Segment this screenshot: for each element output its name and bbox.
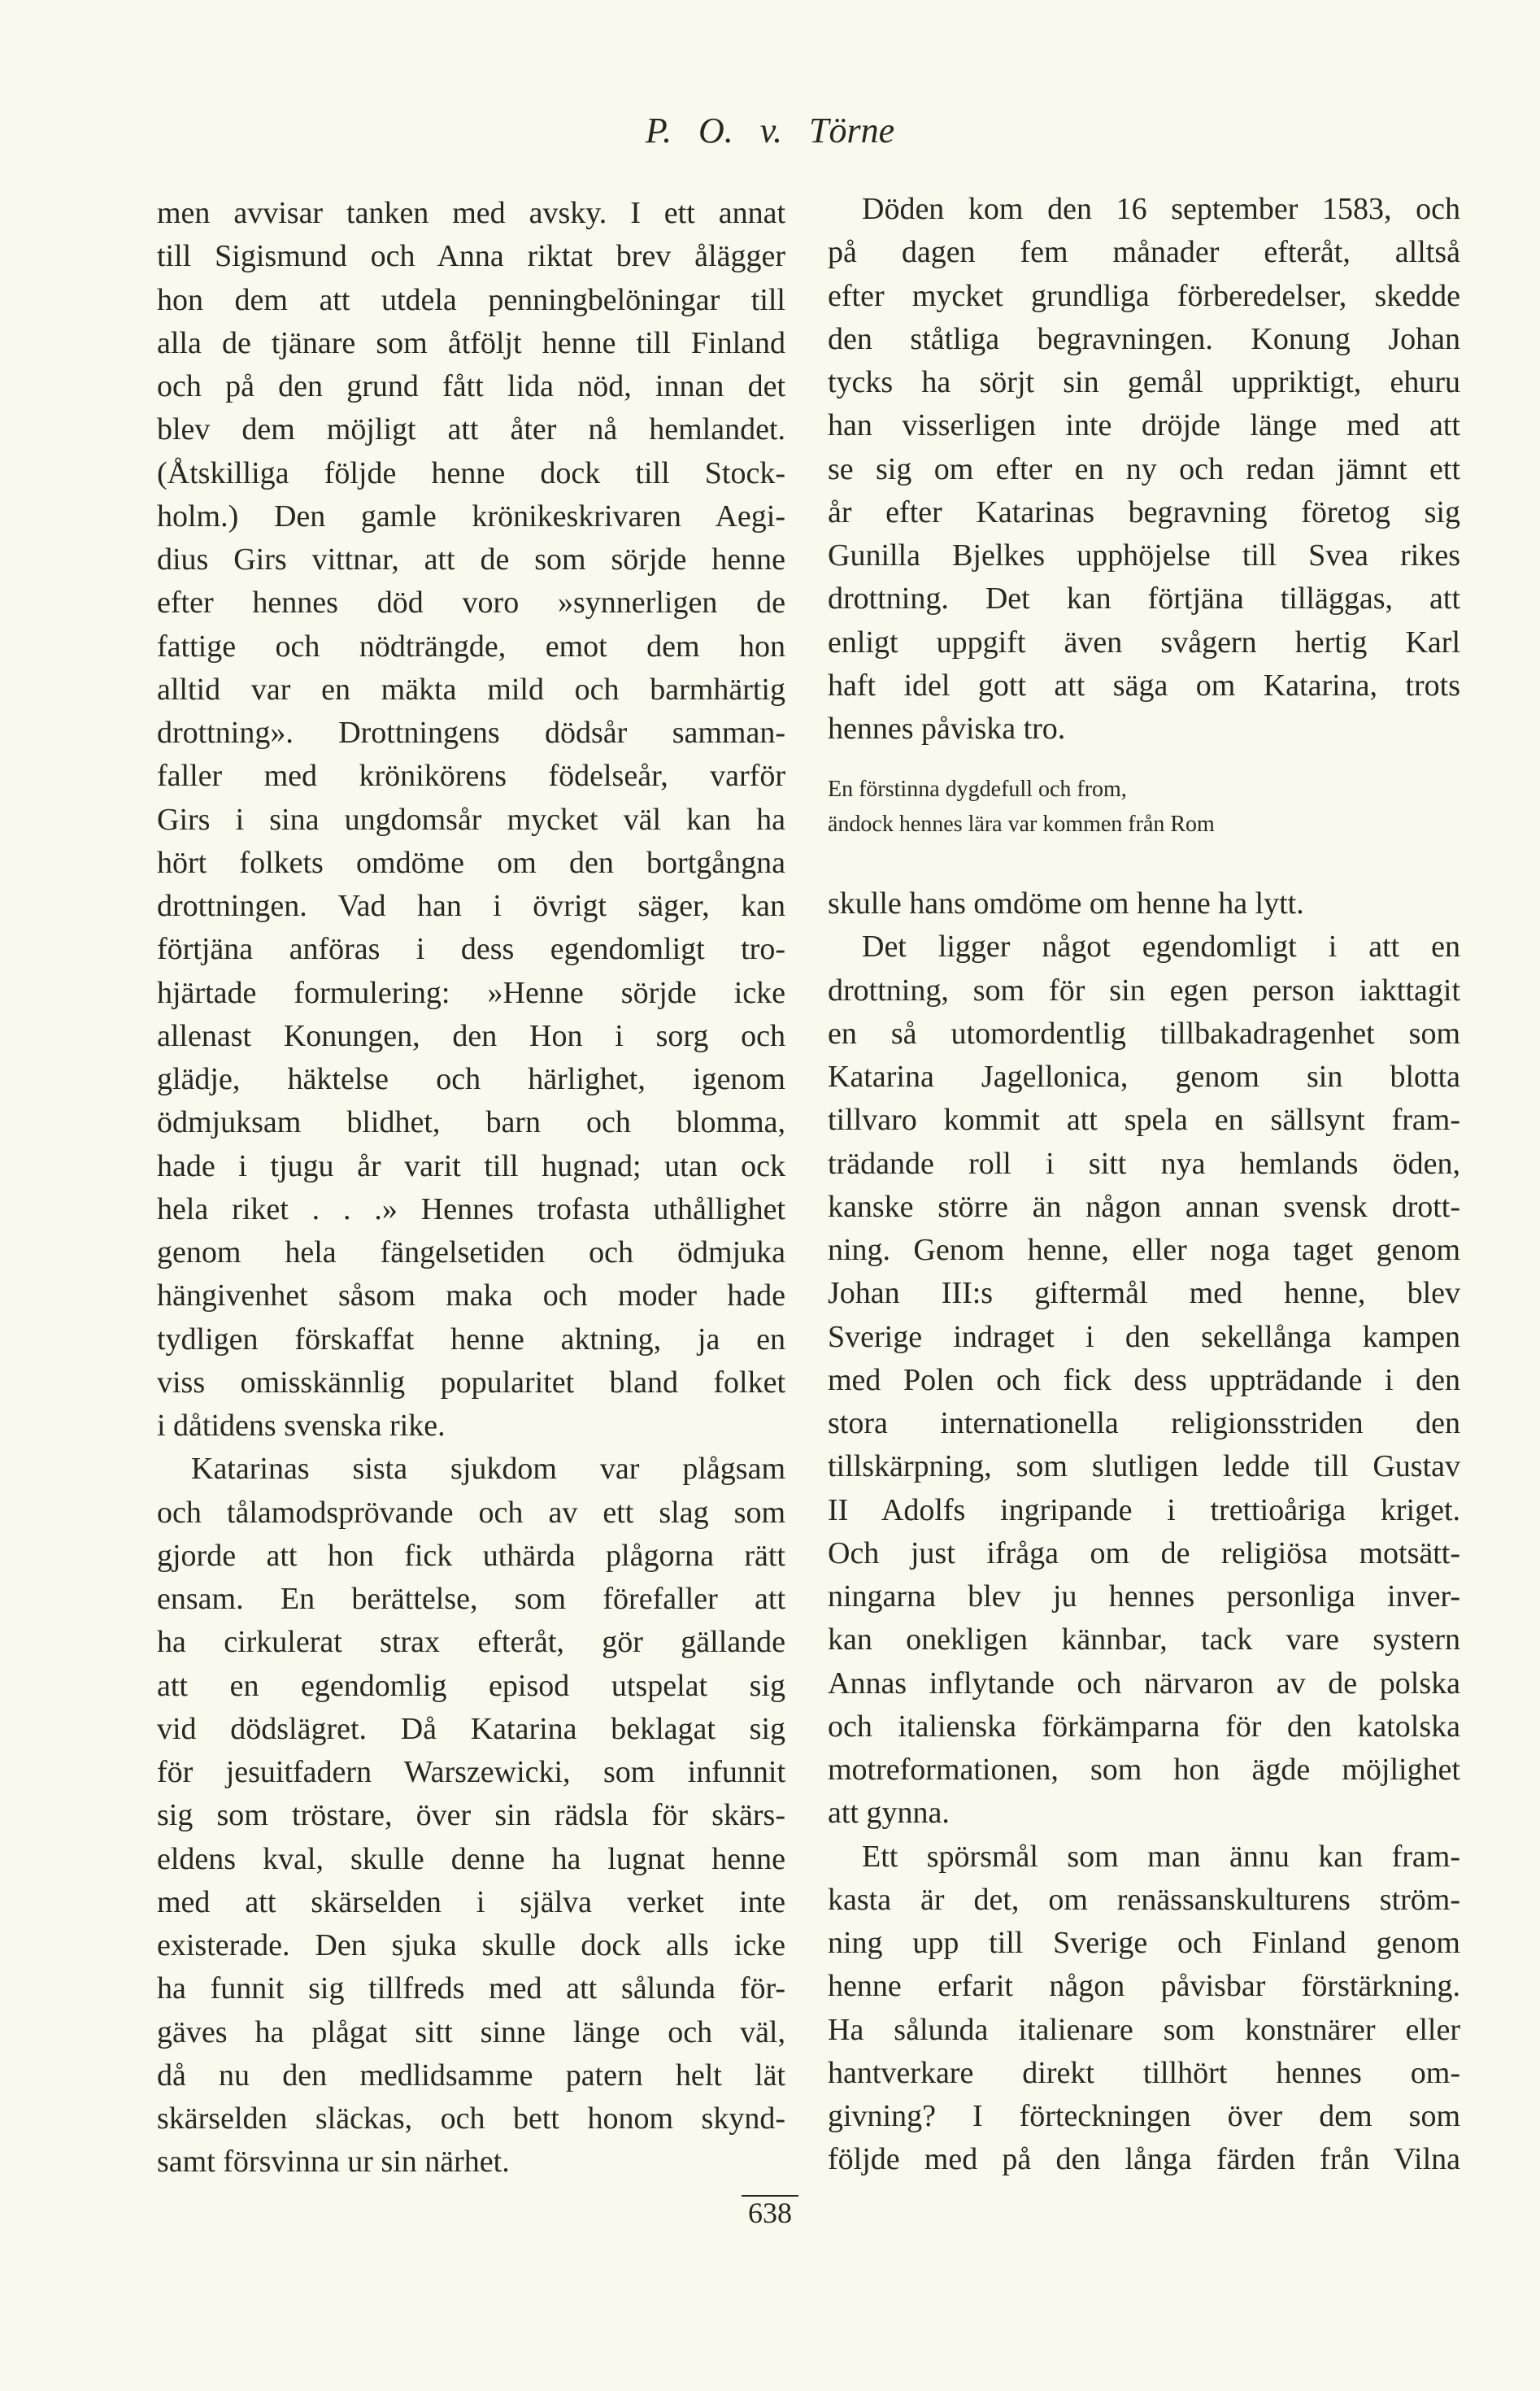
text-line: ning upp till Sverige och Finland genom [828, 1926, 1460, 1960]
text-line: Det ligger något egendomligt i att en [862, 930, 1460, 965]
text-line: ensam. En berättelse, som förefaller att [157, 1582, 785, 1616]
text-line: viss omisskännlig popularitet bland folket [157, 1365, 785, 1400]
text-line: Gunilla Bjelkes upphöjelse till Svea rikes [828, 538, 1460, 573]
text-line: följde med på den långa färden från Vilna [828, 2142, 1460, 2177]
text-line: gäves ha plågat sitt sinne länge och väl, [157, 2014, 785, 2049]
text-line: existerade. Den sjuka skulle dock alls icke [157, 1928, 785, 1962]
text-line: givning? I förteckningen över dem som [828, 2099, 1460, 2133]
text-line: drottning». Drottningens dödsår samman- [157, 716, 785, 750]
text-line: drottningen. Vad han i övrigt säger, kan [157, 889, 785, 923]
text-line: faller med krönikörens födelseår, varför [157, 759, 785, 794]
text-line: att gynna. [828, 1796, 950, 1831]
text-line: Annas inflytande och närvaron av de polska [828, 1666, 1460, 1701]
text-line: genom hela fängelsetiden och ödmjuka [157, 1235, 785, 1270]
text-line: år efter Katarinas begravning företog sig [828, 494, 1460, 529]
text-line: kan onekligen kännbar, tack vare systern [828, 1622, 1460, 1657]
text-line: trädande roll i sitt nya hemlands öden, [828, 1146, 1460, 1181]
text-line: Sverige indraget i den sekellånga kampen [828, 1319, 1460, 1354]
text-line: tillvaro kommit att spela en sällsynt fram- [828, 1103, 1460, 1138]
text-line: till Sigismund och Anna riktat brev ålägger [157, 239, 785, 274]
text-line: drottning. Det kan förtjäna tilläggas, att [828, 581, 1460, 616]
text-line: samt försvinna ur sin närhet. [157, 2145, 510, 2180]
text-line: och italienska förkämparna för den katolska [828, 1709, 1460, 1744]
text-line: tydligen förskaffat henne aktning, ja en [157, 1322, 785, 1357]
page-number [0, 2196, 1540, 2230]
text-line: Katarina Jagellonica, genom sin blotta [828, 1060, 1460, 1094]
text-line: hjärtade formulering: »Henne sörjde icke [157, 975, 785, 1010]
text-line: allenast Konungen, den Hon i sorg och [157, 1018, 785, 1053]
text-line: ha cirkulerat strax efteråt, gör gällande [157, 1625, 785, 1660]
text-line: ningarna blev ju hennes personliga inver- [828, 1579, 1460, 1614]
text-line: men avvisar tanken med avsky. I ett annat [157, 196, 785, 230]
text-line: ning. Genom henne, eller noga taget genom [828, 1233, 1460, 1267]
text-line: hantverkare direkt tillhört hennes om- [828, 2055, 1460, 2090]
text-line: enligt uppgift även svågern hertig Karl [828, 625, 1460, 660]
text-line: stora internationella religionsstriden den [828, 1406, 1460, 1440]
text-line: skärselden släckas, och bett honom skynd- [157, 2101, 785, 2136]
text-line: hade i tjugu år varit till hugnad; utan ock [157, 1148, 785, 1183]
text-line: fattige och nödträngde, emot dem hon [157, 629, 785, 664]
text-line: hört folkets omdöme om den bortgångna [157, 845, 785, 880]
text-line: hela riket . . .» Hennes trofasta uthållighet [157, 1191, 785, 1226]
text-line: (Åtskilliga följde henne dock till Stock- [157, 455, 785, 490]
text-line: henne erfarit någon påvisbar förstärkning. [828, 1969, 1460, 2004]
text-line: Döden kom den 16 september 1583, och [862, 192, 1460, 226]
verse-quote-line: En förstinna dygdefull och from, [828, 777, 1127, 802]
text-line: haft idel gott att säga om Katarina, trots [828, 668, 1460, 703]
text-line: förtjäna anföras i dess egendomligt tro- [157, 932, 785, 967]
text-line: alla de tjänare som åtföljt henne till Finland [157, 325, 785, 360]
text-line: efter hennes död voro »synnerligen de [157, 586, 785, 621]
text-line: på dagen fem månader efteråt, alltså [828, 235, 1460, 270]
text-line: dius Girs vittnar, att de som sörjde henne [157, 542, 785, 577]
text-line: hängivenhet såsom maka och moder hade [157, 1278, 785, 1313]
text-line: II Adolfs ingripande i trettioåriga kriget. [828, 1492, 1460, 1527]
text-line: att en egendomlig episod utspelat sig [157, 1668, 785, 1703]
text-line: motreformationen, som hon ägde möjlighet [828, 1753, 1460, 1787]
text-line: hennes påviska tro. [828, 712, 1066, 746]
text-line: för jesuitfadern Warszewicki, som infunnit [157, 1755, 785, 1789]
text-line: han visserligen inte dröjde länge med att [828, 408, 1460, 443]
text-line: hon dem att utdela penningbelöningar till [157, 282, 785, 317]
text-line: med att skärselden i själva verket inte [157, 1884, 785, 1919]
text-line: ödmjuksam blidhet, barn och blomma, [157, 1105, 785, 1140]
text-line: gjorde att hon fick uthärda plågorna rätt [157, 1538, 785, 1573]
text-line: Ha sålunda italienare som konstnärer eller [828, 2012, 1460, 2047]
text-line: blev dem möjligt att åter nå hemlandet. [157, 412, 785, 447]
text-line: ha funnit sig tillfreds med att sålunda för- [157, 1971, 785, 2006]
running-header-author: P. O. v. Törne [645, 111, 895, 150]
text-line: skulle hans omdöme om henne ha lytt. [828, 886, 1304, 921]
text-line: glädje, häktelse och härlighet, igenom [157, 1062, 785, 1096]
text-line: med Polen och fick dess uppträdande i den [828, 1362, 1460, 1397]
text-line: i dåtidens svenska rike. [157, 1409, 446, 1443]
text-line: och på den grund fått lida nöd, innan det [157, 369, 785, 403]
text-line: sig som tröstare, över sin rädsla för skärs- [157, 1798, 785, 1833]
text-line: se sig om efter en ny och redan jämnt ett [828, 451, 1460, 486]
text-line: alltid var en mäkta mild och barmhärtig [157, 672, 785, 707]
text-line: den ståtliga begravningen. Konung Johan [828, 321, 1460, 356]
text-line: kanske större än någon annan svensk drott- [828, 1189, 1460, 1224]
text-line: Katarinas sista sjukdom var plågsam [191, 1452, 785, 1487]
text-line: Och just ifråga om de religiösa motsätt- [828, 1535, 1460, 1570]
text-line: Johan III:s giftermål med henne, blev [828, 1276, 1460, 1311]
verse-quote-line: ändock hennes lära var kommen från Rom [828, 812, 1215, 837]
text-line: tillskärpning, som slutligen ledde till Gustav [828, 1449, 1460, 1484]
text-line: vid dödslägret. Då Katarina beklagat sig [157, 1711, 785, 1746]
text-line: Ett spörsmål som man ännu kan fram- [862, 1839, 1460, 1874]
text-line: och tålamodsprövande och av ett slag som [157, 1495, 785, 1530]
text-line: en så utomordentlig tillbakadragenhet som [828, 1016, 1460, 1051]
text-line: efter mycket grundliga förberedelser, skedde [828, 278, 1460, 313]
text-line: drottning, som för sin egen person iakttagit [828, 973, 1460, 1008]
text-line: Girs i sina ungdomsår mycket väl kan ha [157, 802, 785, 837]
text-line: kasta är det, om renässanskulturens ström- [828, 1882, 1460, 1917]
text-line: eldens kval, skulle denne ha lugnat henne [157, 1841, 785, 1876]
page-number-text: 638 [742, 2195, 798, 2229]
text-line: holm.) Den gamle krönikeskrivaren Aegi- [157, 499, 785, 534]
text-line: tycks ha sörjt sin gemål uppriktigt, ehuru [828, 365, 1460, 399]
text-line: då nu den medlidsamme patern helt lät [157, 2058, 785, 2093]
